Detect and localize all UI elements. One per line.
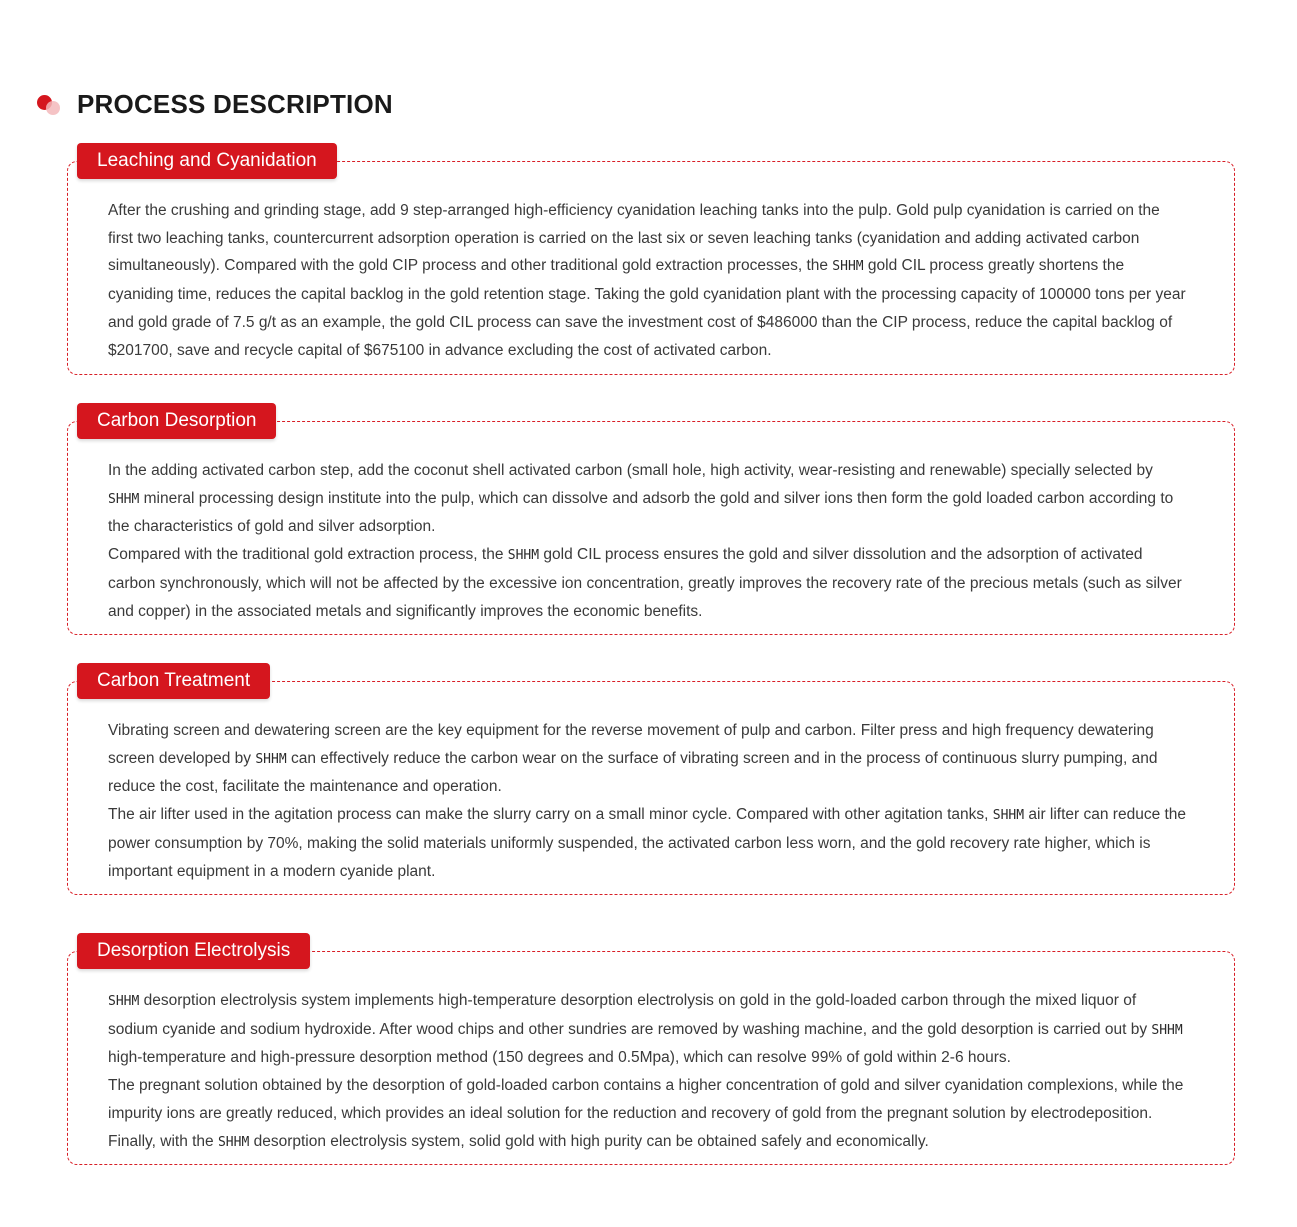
section-label: Desorption Electrolysis	[77, 933, 310, 969]
paragraph	[108, 987, 1188, 1072]
paragraph	[108, 1072, 1188, 1156]
paragraph	[108, 457, 1188, 541]
page-title: PROCESS DESCRIPTION	[77, 88, 393, 119]
paragraph-text: can effectively reduce the carbon wear on the surface of vibrating screen and in the process of continuous slurry pumping, and reduce the cost, facilitate the maintenance and operation.	[108, 749, 1158, 796]
paragraph-text: desorption electrolysis system, solid gold with high purity can be obtained safely and economically.	[249, 1132, 929, 1150]
brand-name: SHHM	[217, 1134, 250, 1150]
section-label: Leaching and Cyanidation	[77, 143, 337, 179]
paragraph-text: Vibrating screen and dewatering screen are the key equipment for the reverse movement of pulp and carbon. Filter press and high frequency dewatering screen developed by	[108, 722, 1154, 767]
paragraph-text: The air lifter used in the agitation process can make the slurry carry on a small minor cycle. Compared with other agitation tanks,	[108, 806, 993, 824]
paragraph	[108, 541, 1188, 625]
dots-icon	[36, 92, 64, 116]
paragraph	[108, 197, 1188, 364]
paragraph	[108, 801, 1188, 885]
paragraph-text: gold CIL process greatly shortens the cyaniding time, reduces the capital backlog in the gold retention stage. Taking the gold cyanidation plant with the processing capacity of 100000 tons per year and gold grade of 7.5 g/t as an example, the gold CIL process can save the investment cost of $486000 than the CIP process, reduce the capital backlog of $201700, save and recycle capital of $675100 in advance excluding the cost of activated carbon.	[108, 257, 1186, 359]
brand-name: SHHM	[1151, 1022, 1183, 1038]
section-body	[108, 987, 1188, 1156]
dot-small	[46, 101, 60, 115]
section-body	[108, 457, 1188, 625]
section-desorption-electrolysis	[67, 940, 1235, 1165]
paragraph-text: gold CIL process ensures the gold and silver dissolution and the adsorption of activated carbon synchronously, which will not be affected by the excessive ion concentration, greatly improves the recovery rate of the precious metals (such as silver and copper) in the associated metals and significantly improves the economic benefits.	[108, 546, 1182, 620]
brand-name: SHHM	[507, 548, 540, 564]
section-body	[108, 197, 1188, 364]
section-heading	[36, 86, 393, 122]
section-label: Carbon Treatment	[77, 663, 270, 699]
paragraph-text: In the adding activated carbon step, add the coconut shell activated carbon (small hole, high activity, wear-resisting and renewable) specially selected by	[108, 462, 1153, 479]
paragraph-text: desorption electrolysis system implements high-temperature desorption electrolysis on gold in the gold-loaded carbon through the mixed liquor of sodium cyanide and sodium hydroxide. After wood chips and other sundries are removed by washing machine, and the gold desorption is carried out by	[108, 992, 1152, 1038]
section-leaching-cyanidation	[67, 150, 1235, 375]
paragraph-text: mineral processing design institute into the pulp, which can dissolve and adsorb the gold and silver ions then form the gold loaded carbon according to the characteristics of gold and silver adsorption.	[108, 489, 1174, 536]
paragraph	[108, 717, 1188, 801]
brand-name: SHHM	[108, 994, 140, 1009]
section-carbon-treatment	[67, 670, 1235, 895]
section-label: Carbon Desorption	[77, 403, 276, 439]
paragraph-text: air lifter can reduce the power consumption by 70%, making the solid materials uniformly suspended, the activated carbon less worn, and the gold recovery rate higher, which is important equipment in a modern cyanide plant.	[108, 806, 1187, 880]
section-body	[108, 717, 1188, 885]
paragraph-text: high-temperature and high-pressure desorption method (150 degrees and 0.5Mpa), which can resolve 99% of gold within 2-6 hours.	[108, 1049, 1011, 1067]
brand-name: SHHM	[255, 751, 287, 767]
brand-name: SHHM	[108, 491, 140, 507]
paragraph-text: After the crushing and grinding stage, add 9 step-arranged high-efficiency cyanidation leaching tanks into the pulp. Gold pulp cyanidation is carried on the first two leaching tanks, countercurrent adsorption operation is carried on the last six or seven leaching tanks (cyanidation and adding activated carbon simultaneously). Compared with the gold CIP process and other traditional gold extraction processes, the	[108, 202, 1160, 275]
brand-name: SHHM	[992, 808, 1025, 824]
paragraph-text: Compared with the traditional gold extraction process, the	[108, 546, 508, 564]
brand-name: SHHM	[832, 259, 864, 275]
section-carbon-desorption	[67, 410, 1235, 635]
paragraph-text: The pregnant solution obtained by the desorption of gold-loaded carbon contains a higher concentration of gold and silver cyanidation complexions, while the impurity ions are greatly reduced, which provides an ideal solution for the reduction and recovery of gold from the pregnant solution by electrodeposition. Finally, with the	[108, 1077, 1184, 1150]
